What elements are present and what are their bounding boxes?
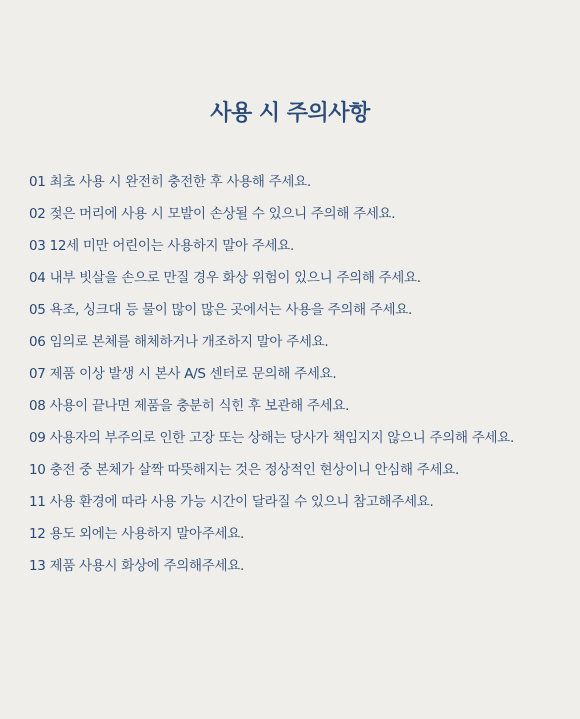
list-item — [29, 300, 514, 332]
list-item — [29, 332, 514, 364]
item-number: 13 — [29, 558, 46, 574]
item-text: 내부 빗살을 손으로 만질 경우 화상 위험이 있으니 주의해 주세요. — [49, 270, 421, 286]
item-text: 사용 환경에 따라 사용 가능 시간이 달라질 수 있으니 참고해주세요. — [49, 494, 434, 510]
item-text: 충전 중 본체가 살짝 따뜻해지는 것은 정상적인 현상이니 안심해 주세요. — [49, 462, 459, 478]
item-number: 10 — [29, 462, 46, 478]
list-item — [29, 268, 514, 300]
item-text: 임의로 본체를 해체하거나 개조하지 말아 주세요. — [49, 334, 329, 350]
item-number: 05 — [29, 302, 46, 318]
list-item — [29, 524, 514, 556]
item-number: 07 — [29, 366, 46, 382]
list-item — [29, 236, 514, 268]
item-text: 젖은 머리에 사용 시 모발이 손상될 수 있으니 주의해 주세요. — [49, 206, 396, 222]
item-number: 09 — [29, 430, 46, 446]
item-text: 12세 미만 어린이는 사용하지 말아 주세요. — [49, 238, 294, 254]
item-number: 01 — [29, 174, 46, 190]
list-item — [29, 556, 514, 588]
list-item — [29, 492, 514, 524]
item-number: 12 — [29, 526, 46, 542]
item-text: 사용자의 부주의로 인한 고장 또는 상해는 당사가 책임지지 않으니 주의해 주세요. — [49, 430, 514, 446]
item-number: 08 — [29, 398, 46, 414]
item-text: 사용이 끝나면 제품을 충분히 식힌 후 보관해 주세요. — [49, 398, 350, 414]
item-text: 용도 외에는 사용하지 말아주세요. — [49, 526, 244, 542]
item-text: 욕조, 싱크대 등 물이 많이 많은 곳에서는 사용을 주의해 주세요. — [49, 302, 413, 318]
list-item — [29, 204, 514, 236]
list-item — [29, 172, 514, 204]
item-text: 제품 사용시 화상에 주의해주세요. — [49, 558, 244, 574]
item-text: 최초 사용 시 완전히 충전한 후 사용해 주세요. — [49, 174, 311, 190]
caution-list — [29, 172, 514, 588]
item-text: 제품 이상 발생 시 본사 A/S 센터로 문의해 주세요. — [49, 366, 337, 382]
item-number: 06 — [29, 334, 46, 350]
page-title: 사용 시 주의사항 — [210, 101, 370, 126]
list-item — [29, 364, 514, 396]
item-number: 04 — [29, 270, 46, 286]
item-number: 11 — [29, 494, 46, 510]
list-item — [29, 428, 514, 460]
item-number: 03 — [29, 238, 46, 254]
list-item — [29, 460, 514, 492]
item-number: 02 — [29, 206, 46, 222]
list-item — [29, 396, 514, 428]
